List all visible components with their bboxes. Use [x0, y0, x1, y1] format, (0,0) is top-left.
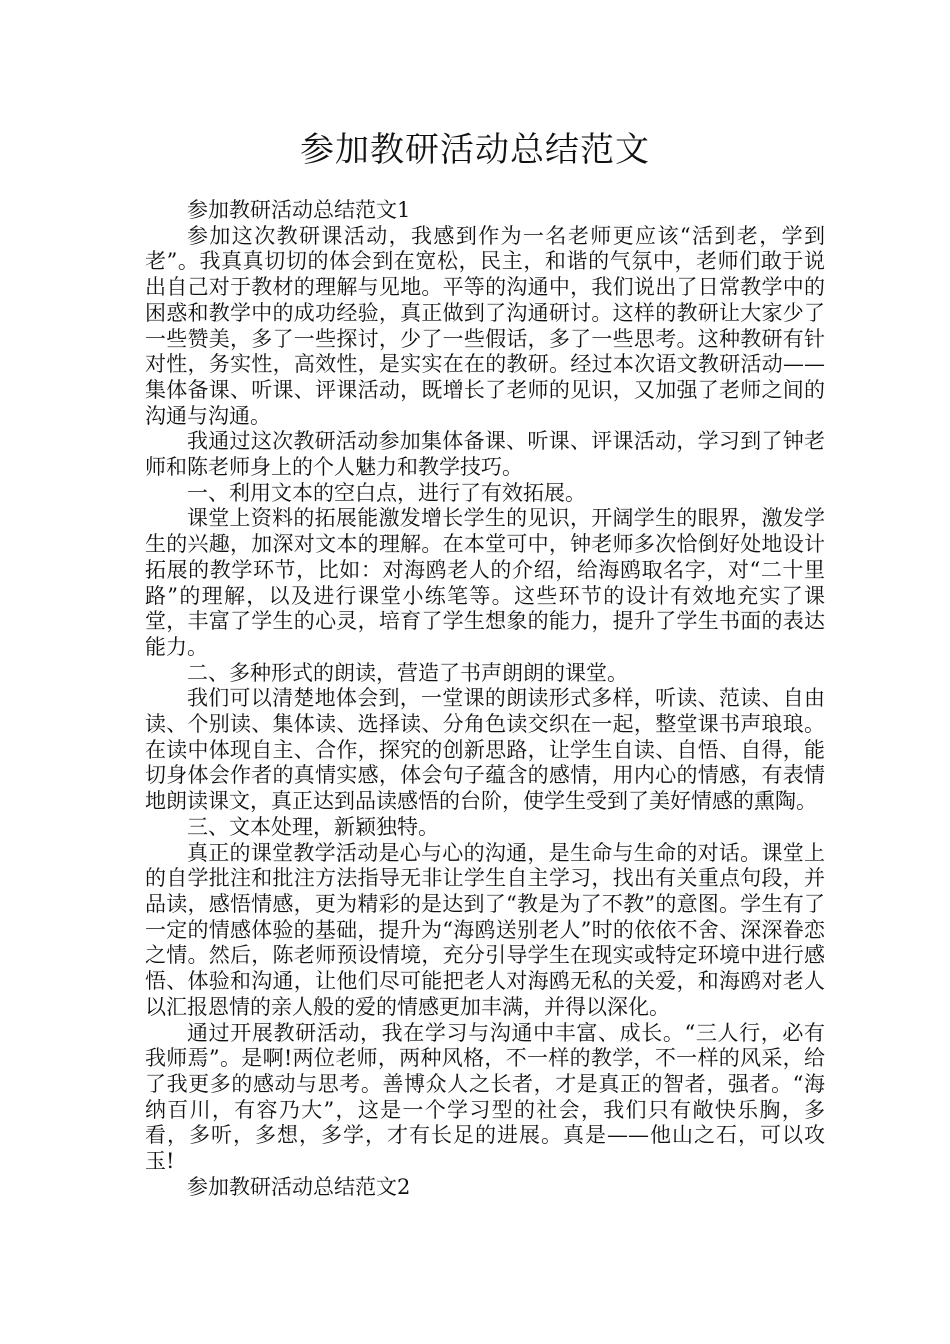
- paragraph: 真正的课堂教学活动是心与心的沟通，是生命与生命的对话。课堂上的自学批注和批注方法指导无非让学生自主学习，找出有关重点句段，并品读，感悟情感，更为精彩的是达到了“教是为了不教”的意图。学生有了一定的情感体验的基础，提升为“海鸥送别老人”时的依依不舍、深深眷恋之情。然后，陈老师预设情境，充分引导学生在现实或特定环境中进行感悟、体验和沟通，让他们尽可能把老人对海鸥无私的关爱，和海鸥对老人以汇报恩情的亲人般的爱的情感更加丰满，并得以深化。: [145, 840, 825, 1019]
- paragraph: 课堂上资料的拓展能激发增长学生的见识，开阔学生的眼界，激发学生的兴趣，加深对文本的理解。在本堂可中，钟老师多次恰倒好处地设计拓展的教学环节，比如：对海鸥老人的介绍，给海鸥取名字，对“二十里路”的理解，以及进行课堂小练笔等。这些环节的设计有效地充实了课堂，丰富了学生的心灵，培育了学生想象的能力，提升了学生书面的表达能力。: [145, 506, 825, 659]
- paragraph: 参加教研活动总结范文2: [187, 1174, 411, 1199]
- section-heading: 一、利用文本的空白点，进行了有效拓展。: [187, 480, 586, 505]
- paragraph: 参加这次教研课活动，我感到作为一名老师更应该“活到老，学到老”。我真真切切的体会到在宽松，民主，和谐的气氛中，老师们敢于说出自己对于教材的理解与见地。平等的沟通中，我们说出了日常教学中的困惑和教学中的成功经验，真正做到了沟通研讨。这样的教研让大家少了一些赞美，多了一些探讨，少了一些假话，多了一些思考。这种教研有针对性，务实性，高效性，是实实在在的教研。经过本次语文教研活动——集体备课、听课、评课活动，既增长了老师的见识，又加强了老师之间的沟通与沟通。: [145, 223, 825, 428]
- paragraph: 我们可以清楚地体会到，一堂课的朗读形式多样，听读、范读、自由读、个别读、集体读、选择读、分角色读交织在一起，整堂课书声琅琅。在读中体现自主、合作，探究的创新思路，让学生自读、自悟、自得，能切身体会作者的真情实感，体会句子蕴含的感情，用内心的情感，有表情地朗读课文，真正达到品读感悟的台阶，使学生受到了美好情感的熏陶。: [145, 686, 825, 814]
- document-body: [145, 198, 825, 1200]
- document-title: 参加教研活动总结范文: [300, 130, 650, 170]
- section-heading: 三、文本处理，新颖独特。: [187, 814, 439, 839]
- paragraph: 通过开展教研活动，我在学习与沟通中丰富、成长。“三人行，必有我师焉”。是啊!两位老师，两种风格，不一样的教学，不一样的风采，给了我更多的感动与思考。善博众人之长者，才是真正的智者，强者。“海纳百川，有容乃大”，这是一个学习型的社会，我们只有敞快乐胸，多看，多听，多想，多学，才有长足的进展。真是——他山之石，可以攻玉!: [145, 1020, 825, 1174]
- section-heading: 二、多种形式的朗读，营造了书声朗朗的课堂。: [187, 660, 628, 685]
- paragraph: 我通过这次教研活动参加集体备课、听课、评课活动，学习到了钟老师和陈老师身上的个人魅力和教学技巧。: [145, 429, 825, 480]
- paragraph: 参加教研活动总结范文1: [187, 198, 411, 222]
